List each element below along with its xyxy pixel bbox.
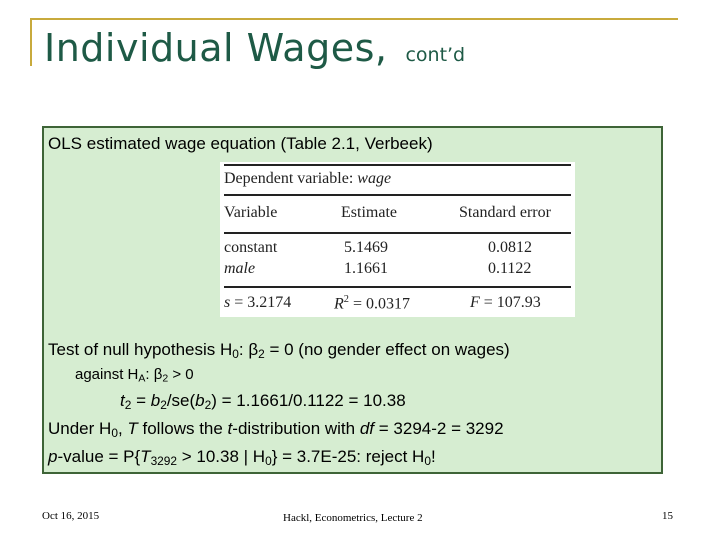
- title-accent-vertical: [30, 18, 32, 66]
- slide-title-main: Individual Wages,: [44, 26, 388, 70]
- test-distribution: Under $H_0$, T follows the t-distribution with df = 3294-2 = 3292: [48, 419, 504, 440]
- row-constant-variable: constant: [224, 239, 278, 256]
- table-rule-2: [224, 194, 571, 196]
- box-heading: OLS estimated wage equation (Table 2.1, Verbeek): [48, 134, 433, 153]
- stat-f: F = 107.93: [470, 294, 541, 311]
- row-constant-se: 0.0812: [488, 239, 532, 256]
- content-box: [42, 126, 663, 474]
- header-standard-error: Standard error: [459, 204, 551, 221]
- stat-s: s = 3.2174: [224, 294, 292, 311]
- row-male-variable: male: [224, 260, 256, 277]
- slide-title-sub: cont’d: [405, 44, 466, 66]
- row-constant-estimate: 5.1469: [344, 239, 388, 256]
- footer-center: Hackl, Econometrics, Lecture 2: [283, 512, 423, 524]
- table-rule-3: [224, 232, 571, 234]
- row-male-estimate: 1.1661: [344, 260, 388, 277]
- table-rule-top: [224, 164, 571, 166]
- header-estimate: Estimate: [341, 204, 397, 221]
- test-statistic: $t_2 = b_2/se(b_2) = 1.1661/0.1122 = 10.38$: [120, 391, 406, 412]
- regression-table: [220, 162, 575, 317]
- stat-r2: $R^2 = 0.0317$: [334, 294, 411, 313]
- slide-title: [44, 26, 465, 70]
- dependent-var: wage: [357, 170, 392, 187]
- test-alternative-hypothesis: against $H_A$: $\beta_2 > 0$: [75, 366, 194, 385]
- header-variable: Variable: [224, 204, 278, 221]
- footer-page-number: 15: [662, 510, 673, 522]
- row-male-se: 0.1122: [488, 260, 532, 277]
- dependent-variable: [224, 170, 391, 188]
- table-rule-4: [224, 286, 571, 288]
- footer-date: Oct 16, 2015: [42, 510, 100, 522]
- dependent-label: Dependent variable:: [224, 170, 358, 187]
- test-null-hypothesis: Test of null hypothesis $H_0$: $\beta_2 = 0$ (no gender effect on wages): [48, 340, 510, 361]
- test-p-value: p-value = $P\{T_{3292} > 10.38$ | $H_0\} = 3.7E-25$: reject $H_0$!: [48, 447, 436, 468]
- title-accent-horizontal: [30, 18, 678, 20]
